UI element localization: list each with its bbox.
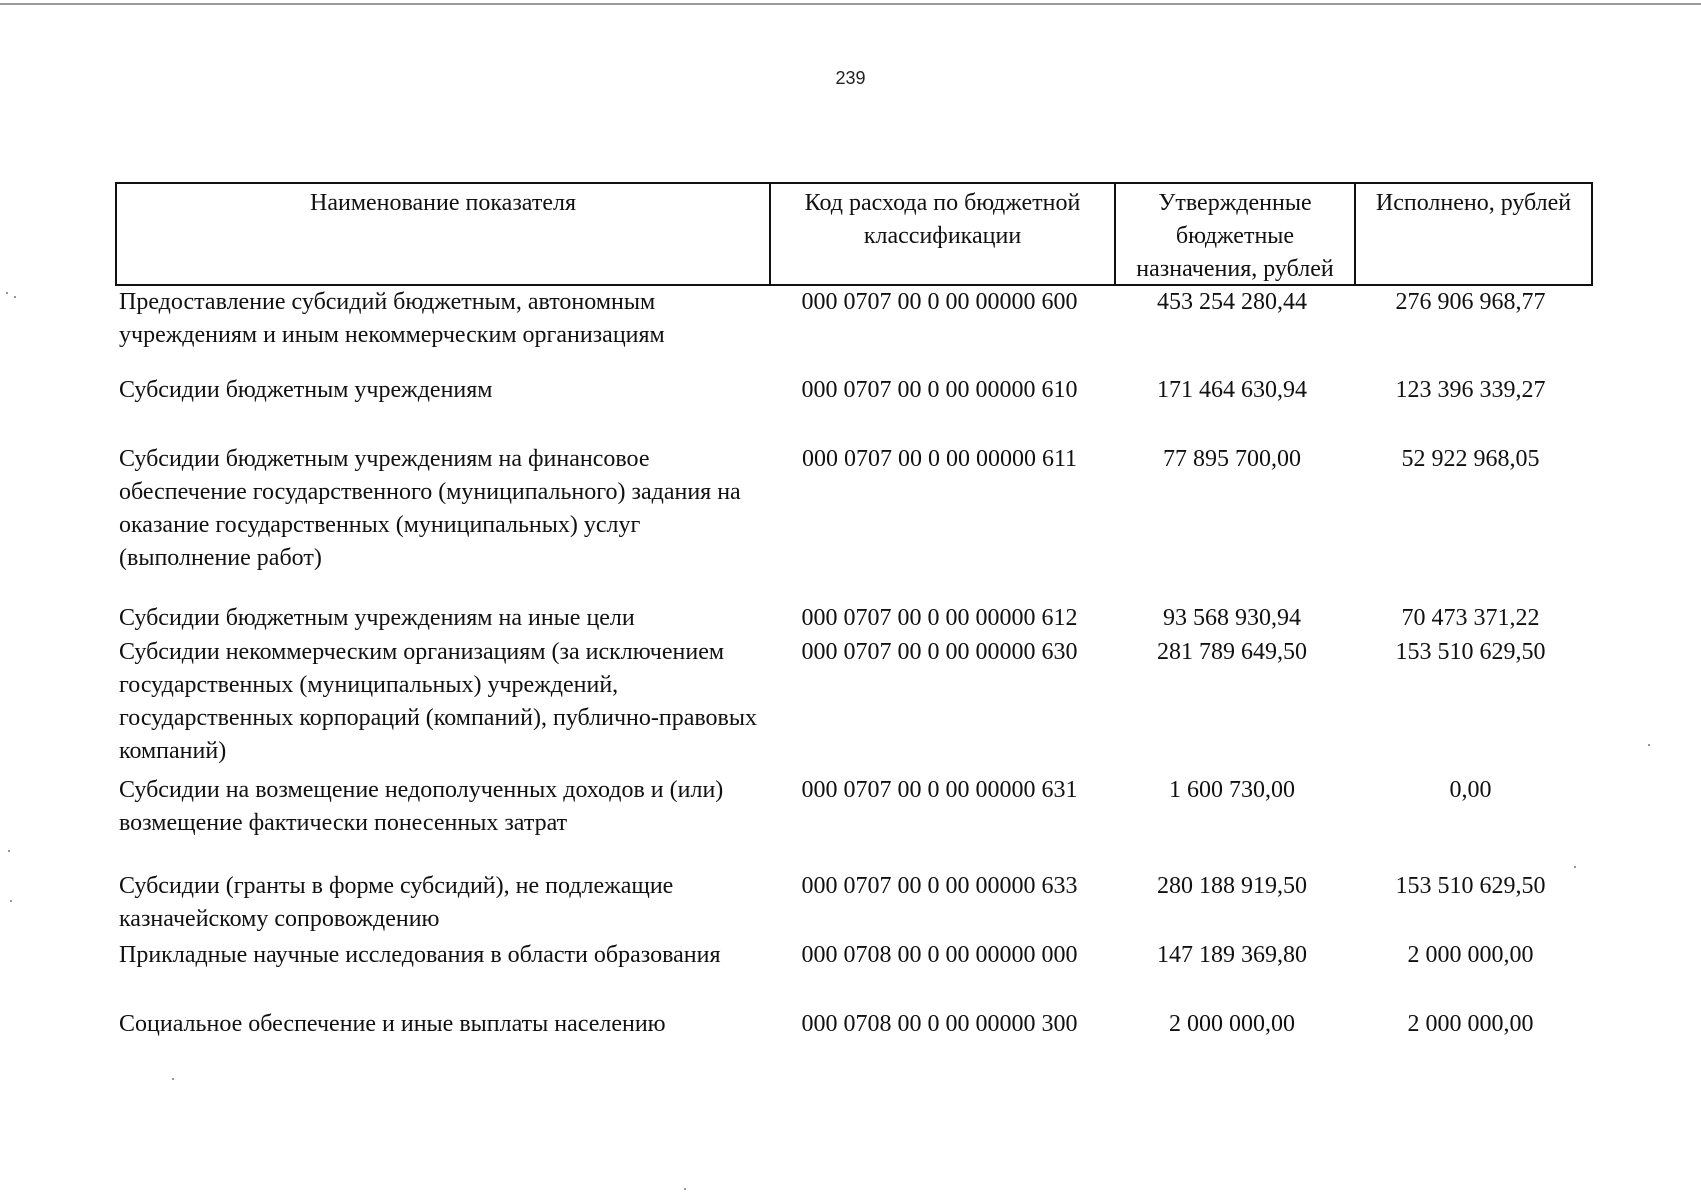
row-code: 000 0707 00 0 00 00000 633 <box>801 873 1078 899</box>
scan-speck <box>1648 744 1650 746</box>
row-name: Субсидии некоммерческим организациям (за исключением государственных (муниципальных) учреждений, государственных корпораций (компаний), публично-правовых компаний) <box>119 639 757 764</box>
row-executed: 153 510 629,50 <box>1395 639 1546 665</box>
row-approved: 93 568 930,94 <box>1163 605 1301 631</box>
row-name: Субсидии (гранты в форме субсидий), не подлежащие казначейскому сопровождению <box>119 873 674 932</box>
row-executed: 153 510 629,50 <box>1395 873 1546 899</box>
row-executed: 2 000 000,00 <box>1407 942 1534 968</box>
row-executed: 123 396 339,27 <box>1395 377 1546 403</box>
scan-speck <box>1574 866 1576 868</box>
table-row <box>115 939 1593 1008</box>
row-code: 000 0707 00 0 00 00000 611 <box>801 446 1078 472</box>
header-executed: Исполнено, рублей <box>1354 184 1591 284</box>
row-approved: 453 254 280,44 <box>1157 289 1307 315</box>
row-executed: 2 000 000,00 <box>1407 1011 1534 1037</box>
row-name: Субсидии бюджетным учреждениям <box>119 377 493 403</box>
table-row <box>115 1008 1593 1044</box>
row-executed: 70 473 371,22 <box>1401 605 1540 631</box>
header-approved: Утвержденные бюджетные назначения, рублей <box>1114 184 1354 284</box>
header-indicator-name: Наименование показателя <box>310 190 576 216</box>
row-code: 000 0708 00 0 00 00000 300 <box>801 1011 1078 1037</box>
row-executed: 0,00 <box>1449 777 1492 803</box>
scan-top-edge <box>0 3 1701 5</box>
scan-speck <box>172 1078 174 1080</box>
page-number: 239 <box>835 68 866 88</box>
table-header <box>115 182 1593 286</box>
row-name: Субсидии на возмещение недополученных доходов и (или) возмещение фактически понесенных затрат <box>119 777 724 836</box>
table-row <box>115 443 1593 602</box>
scan-speck <box>6 292 8 294</box>
row-code: 000 0708 00 0 00 00000 000 <box>801 942 1078 968</box>
table-row <box>115 636 1593 774</box>
row-code: 000 0707 00 0 00 00000 631 <box>801 777 1078 803</box>
scan-speck <box>14 296 16 298</box>
budget-table <box>115 182 1593 1044</box>
table-row <box>115 602 1593 636</box>
table-row <box>115 374 1593 443</box>
table-row <box>115 774 1593 870</box>
row-name: Субсидии бюджетным учреждениям на финансовое обеспечение государственного (муниципального) задания на оказание государственных (муниципальных) услуг (выполнение работ) <box>119 446 741 571</box>
row-name: Субсидии бюджетным учреждениям на иные цели <box>119 605 635 631</box>
row-approved: 281 789 649,50 <box>1157 639 1307 665</box>
scan-speck <box>684 1188 686 1190</box>
row-name: Социальное обеспечение и иные выплаты населению <box>119 1011 666 1037</box>
table-row <box>115 870 1593 939</box>
table-row <box>115 286 1593 374</box>
row-name: Предоставление субсидий бюджетным, автономным учреждениям и иным некоммерческим организациям <box>119 289 665 348</box>
header-expense-code: Код расхода по бюджетной классификации <box>769 184 1114 284</box>
row-name: Прикладные научные исследования в области образования <box>119 942 721 968</box>
row-code: 000 0707 00 0 00 00000 630 <box>801 639 1078 665</box>
row-approved: 2 000 000,00 <box>1169 1011 1295 1037</box>
row-approved: 280 188 919,50 <box>1157 873 1307 899</box>
row-approved: 171 464 630,94 <box>1157 377 1307 403</box>
row-code: 000 0707 00 0 00 00000 600 <box>801 289 1078 315</box>
scan-speck <box>8 850 10 852</box>
scan-speck <box>10 900 12 902</box>
row-executed: 276 906 968,77 <box>1395 289 1546 315</box>
row-approved: 147 189 369,80 <box>1157 942 1307 968</box>
row-approved: 1 600 730,00 <box>1169 777 1295 803</box>
row-executed: 52 922 968,05 <box>1401 446 1540 472</box>
row-code: 000 0707 00 0 00 00000 612 <box>801 605 1078 631</box>
row-approved: 77 895 700,00 <box>1163 446 1301 472</box>
row-code: 000 0707 00 0 00 00000 610 <box>801 377 1078 403</box>
